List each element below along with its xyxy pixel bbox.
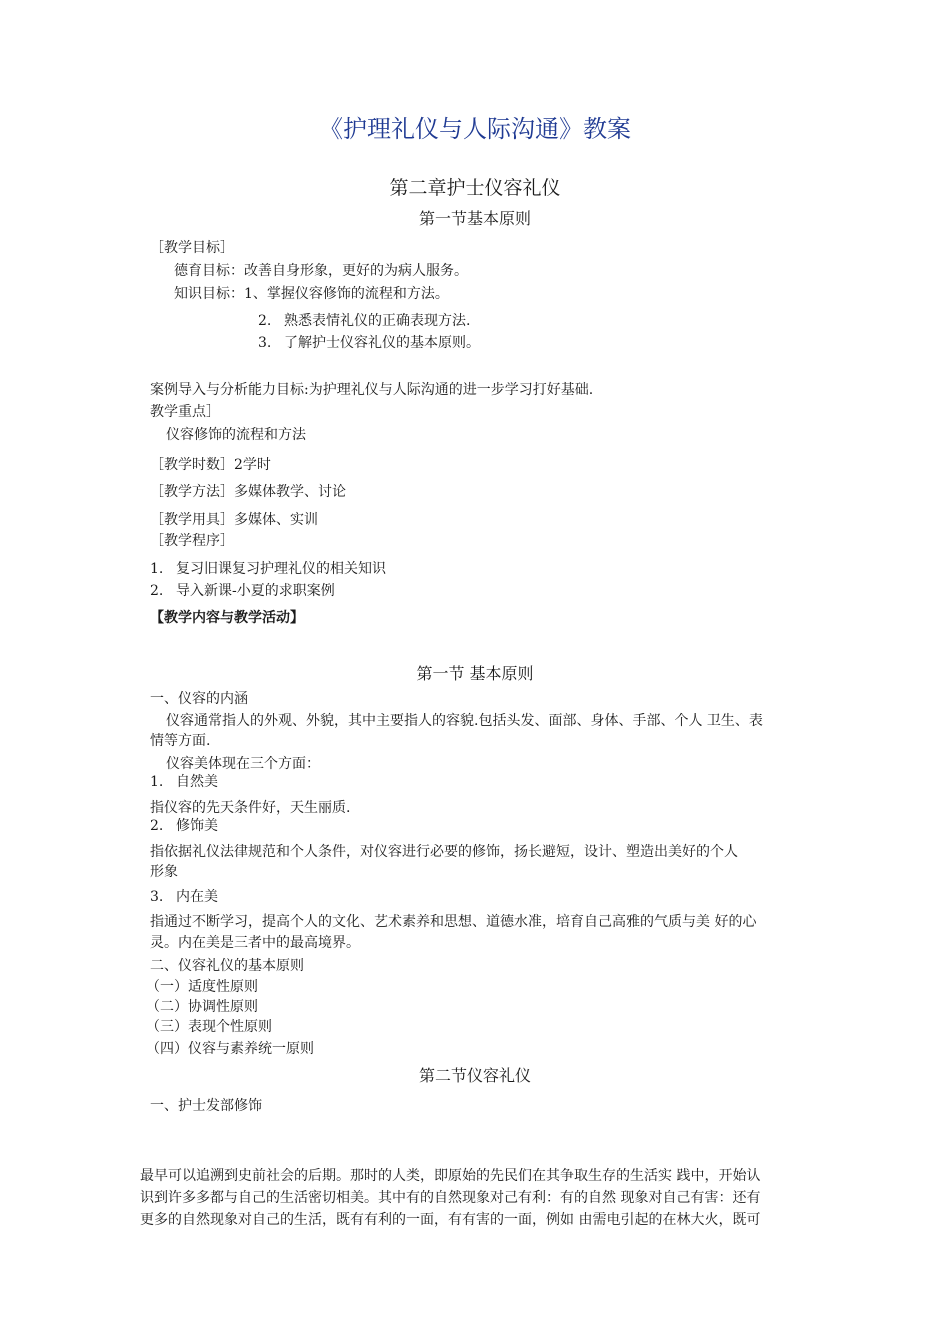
principle-2: （二）协调性原则 [146,999,258,1015]
content-label: 【教学内容与教学活动】 [150,610,304,626]
list-number: 3. [150,889,164,905]
section1-heading-body: 第一节 基本原则 [416,664,534,683]
beauty-item-1 [150,772,218,792]
procedure-item-1 [150,559,386,579]
list-text: 熟悉表情礼仪的正确表现方法. [284,313,471,329]
list-number: 2. [150,818,164,834]
beauty-1-desc: 指仪容的先天条件好，天生丽质. [150,800,351,816]
list-text: 了解护士仪容礼仪的基本原则。 [284,335,480,351]
history-line2: 识到许多多都与自己的生活密切相美。其中有的自然现象对己有利：有的自然 现象对自己有害：还有 [140,1190,761,1206]
history-line1: 最早可以追溯到史前社会的后期。那时的人类，即原始的先民们在其争取生存的生活实 践中，开始认 [140,1168,761,1184]
beauty-item-3 [150,887,218,907]
beauty-2-desc-line2: 形象 [150,864,178,880]
procedure-label: ［教学程序］ [150,533,234,549]
chapter-heading: 第二章护士仪容礼仪 [389,177,561,199]
knowledge-goal-2 [258,311,470,331]
teaching-hours: ［教学时数］2学时 [150,457,271,473]
ability-goal: 案例导入与分析能力目标:为护理礼仪与人际沟通的进一步学习打好基础. [150,382,594,398]
knowledge-goal-3 [258,333,480,353]
principle-4: （四）仪容与素养统一原则 [146,1041,314,1057]
document-title: 《护理礼仪与人际沟通》教案 [319,115,631,143]
list-text: 复习旧课复习护理礼仪的相关知识 [176,561,386,577]
list-text: 修饰美 [176,818,218,834]
teaching-method: ［教学方法］多媒体教学、讨论 [150,484,346,500]
procedure-item-2 [150,581,335,601]
section2-heading: 第二节仪容礼仪 [418,1066,531,1085]
objectives-label: ［教学目标］ [150,240,234,256]
list-number: 3. [258,335,272,351]
knowledge-goal: 知识目标：1、掌握仪容修饰的流程和方法。 [174,286,449,302]
section1-heading: 第一节基本原则 [418,209,531,228]
beauty-2-desc-line1: 指依据礼仪法律规范和个人条件，对仪容进行必要的修饰，扬长避短，设计、塑造出美好的个人 [150,844,738,860]
list-number: 2. [150,583,164,599]
part1-paragraph-line2: 情等方面. [150,733,211,749]
teaching-tools: ［教学用具］多媒体、实训 [150,512,318,528]
principle-1: （一）适度性原则 [146,979,258,995]
principle-3: （三）表现个性原则 [146,1019,272,1035]
part1-paragraph-line1: 仪容通常指人的外观、外貌，其中主要指人的容貌.包括头发、面部、身体、手部、个人 卫生、表 [166,713,763,729]
moral-goal: 德育目标：改善自身形象，更好的为病人服务。 [174,263,468,279]
focus-label: 教学重点］ [150,404,220,420]
list-number: 2. [258,313,272,329]
part2-title: 二、仪容礼仪的基本原则 [150,958,304,974]
beauty-intro: 仪容美体现在三个方面： [166,756,320,772]
list-number: 1. [150,561,164,577]
beauty-item-2 [150,816,218,836]
beauty-3-desc-line1: 指通过不断学习，提高个人的文化、艺术素养和思想、道德水准，培育自己高雅的气质与美 好的心 [150,914,757,930]
list-text: 导入新课-小夏的求职案例 [176,583,335,599]
list-text: 内在美 [176,889,218,905]
part1-title: 一、仪容的内涵 [150,691,248,707]
list-number: 1. [150,774,164,790]
list-text: 自然美 [176,774,218,790]
beauty-3-desc-line2: 灵。内在美是三者中的最高境界。 [150,935,360,951]
history-line3: 更多的自然现象对自己的生活，既有有利的一面，有有害的一面，例如 由需电引起的在林大火，既可 [140,1212,761,1228]
focus-content: 仪容修饰的流程和方法 [166,427,306,443]
hair-title: 一、护士发部修饰 [150,1098,262,1114]
